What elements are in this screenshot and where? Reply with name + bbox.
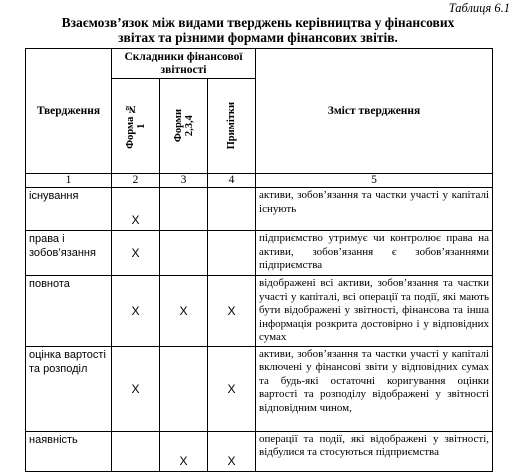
header-notes-cell (208, 79, 256, 174)
form1-mark: X (112, 276, 160, 347)
forms234-mark (160, 188, 208, 231)
forms234-mark (160, 231, 208, 276)
column-number: 2 (112, 174, 160, 188)
header-forms234-cell (160, 79, 208, 174)
content-cell: операції та події, які відображені у звітності, відбулися та стосуються підприємства (256, 431, 493, 471)
form1-mark: X (112, 231, 160, 276)
header-forms234: Форми 2,3,4 (172, 109, 195, 143)
table-row (26, 188, 493, 231)
form1-mark (112, 431, 160, 471)
header-form1-cell (112, 79, 160, 174)
table-title (0, 15, 516, 45)
forms234-mark: X (160, 431, 208, 471)
content-cell: активи, зобов’язання та частки участі у капіталі включені у фінансові звіти у відповідних сумах та будь-які остаточні коригування оцінки вартості та розподілу відображені у звітності відповідним чином, (256, 346, 493, 431)
content-cell: активи, зобов’язання та частки участі у капіталі існують (256, 188, 493, 231)
header-notes: Примітки (226, 102, 237, 150)
column-number-row (26, 174, 493, 188)
claim-cell: права і зобов’язання (26, 231, 112, 276)
claim-cell: повнота (26, 276, 112, 347)
notes-mark (208, 231, 256, 276)
table-caption: Таблиця 6.1 (448, 1, 510, 15)
table-row (26, 231, 493, 276)
header-content: Зміст твердження (256, 49, 493, 174)
forms234-mark: X (160, 276, 208, 347)
header-components: Складники фінансової звітності (112, 49, 256, 79)
claim-cell: наявність (26, 431, 112, 471)
notes-mark: X (208, 346, 256, 431)
claim-cell: оцінка вартості та розподіл (26, 346, 112, 431)
forms234-mark (160, 346, 208, 431)
notes-mark: X (208, 431, 256, 471)
content-cell: відображені всі активи, зобов’язання та частки участі у капіталі, всі операції та події, які мають бути відображені у звітності, фінансова та інша інформація розкрита достовірно і у відповідних сумах (256, 276, 493, 347)
header-row-1 (26, 49, 493, 79)
header-claims: Твердження (26, 49, 112, 174)
notes-mark (208, 188, 256, 231)
table-row (26, 276, 493, 347)
column-number: 3 (160, 174, 208, 188)
notes-mark: X (208, 276, 256, 347)
table-title-line-2: звітах та різними формами фінансових звітів. (118, 30, 398, 45)
table-title-line-1: Взаємозв’язок між видами тверджень керівництва у фінансових (61, 15, 455, 30)
column-number: 5 (256, 174, 493, 188)
form1-mark: X (112, 346, 160, 431)
content-cell: підприємство утримує чи контролює права на активи, зобов’язання є зобов’язаннями підприємства (256, 231, 493, 276)
claims-table (25, 48, 493, 472)
table-row (26, 431, 493, 471)
header-form1: Форма № 1 (124, 103, 147, 149)
column-number: 4 (208, 174, 256, 188)
column-number: 1 (26, 174, 112, 188)
table-row (26, 346, 493, 431)
form1-mark: X (112, 188, 160, 231)
claim-cell: існування (26, 188, 112, 231)
